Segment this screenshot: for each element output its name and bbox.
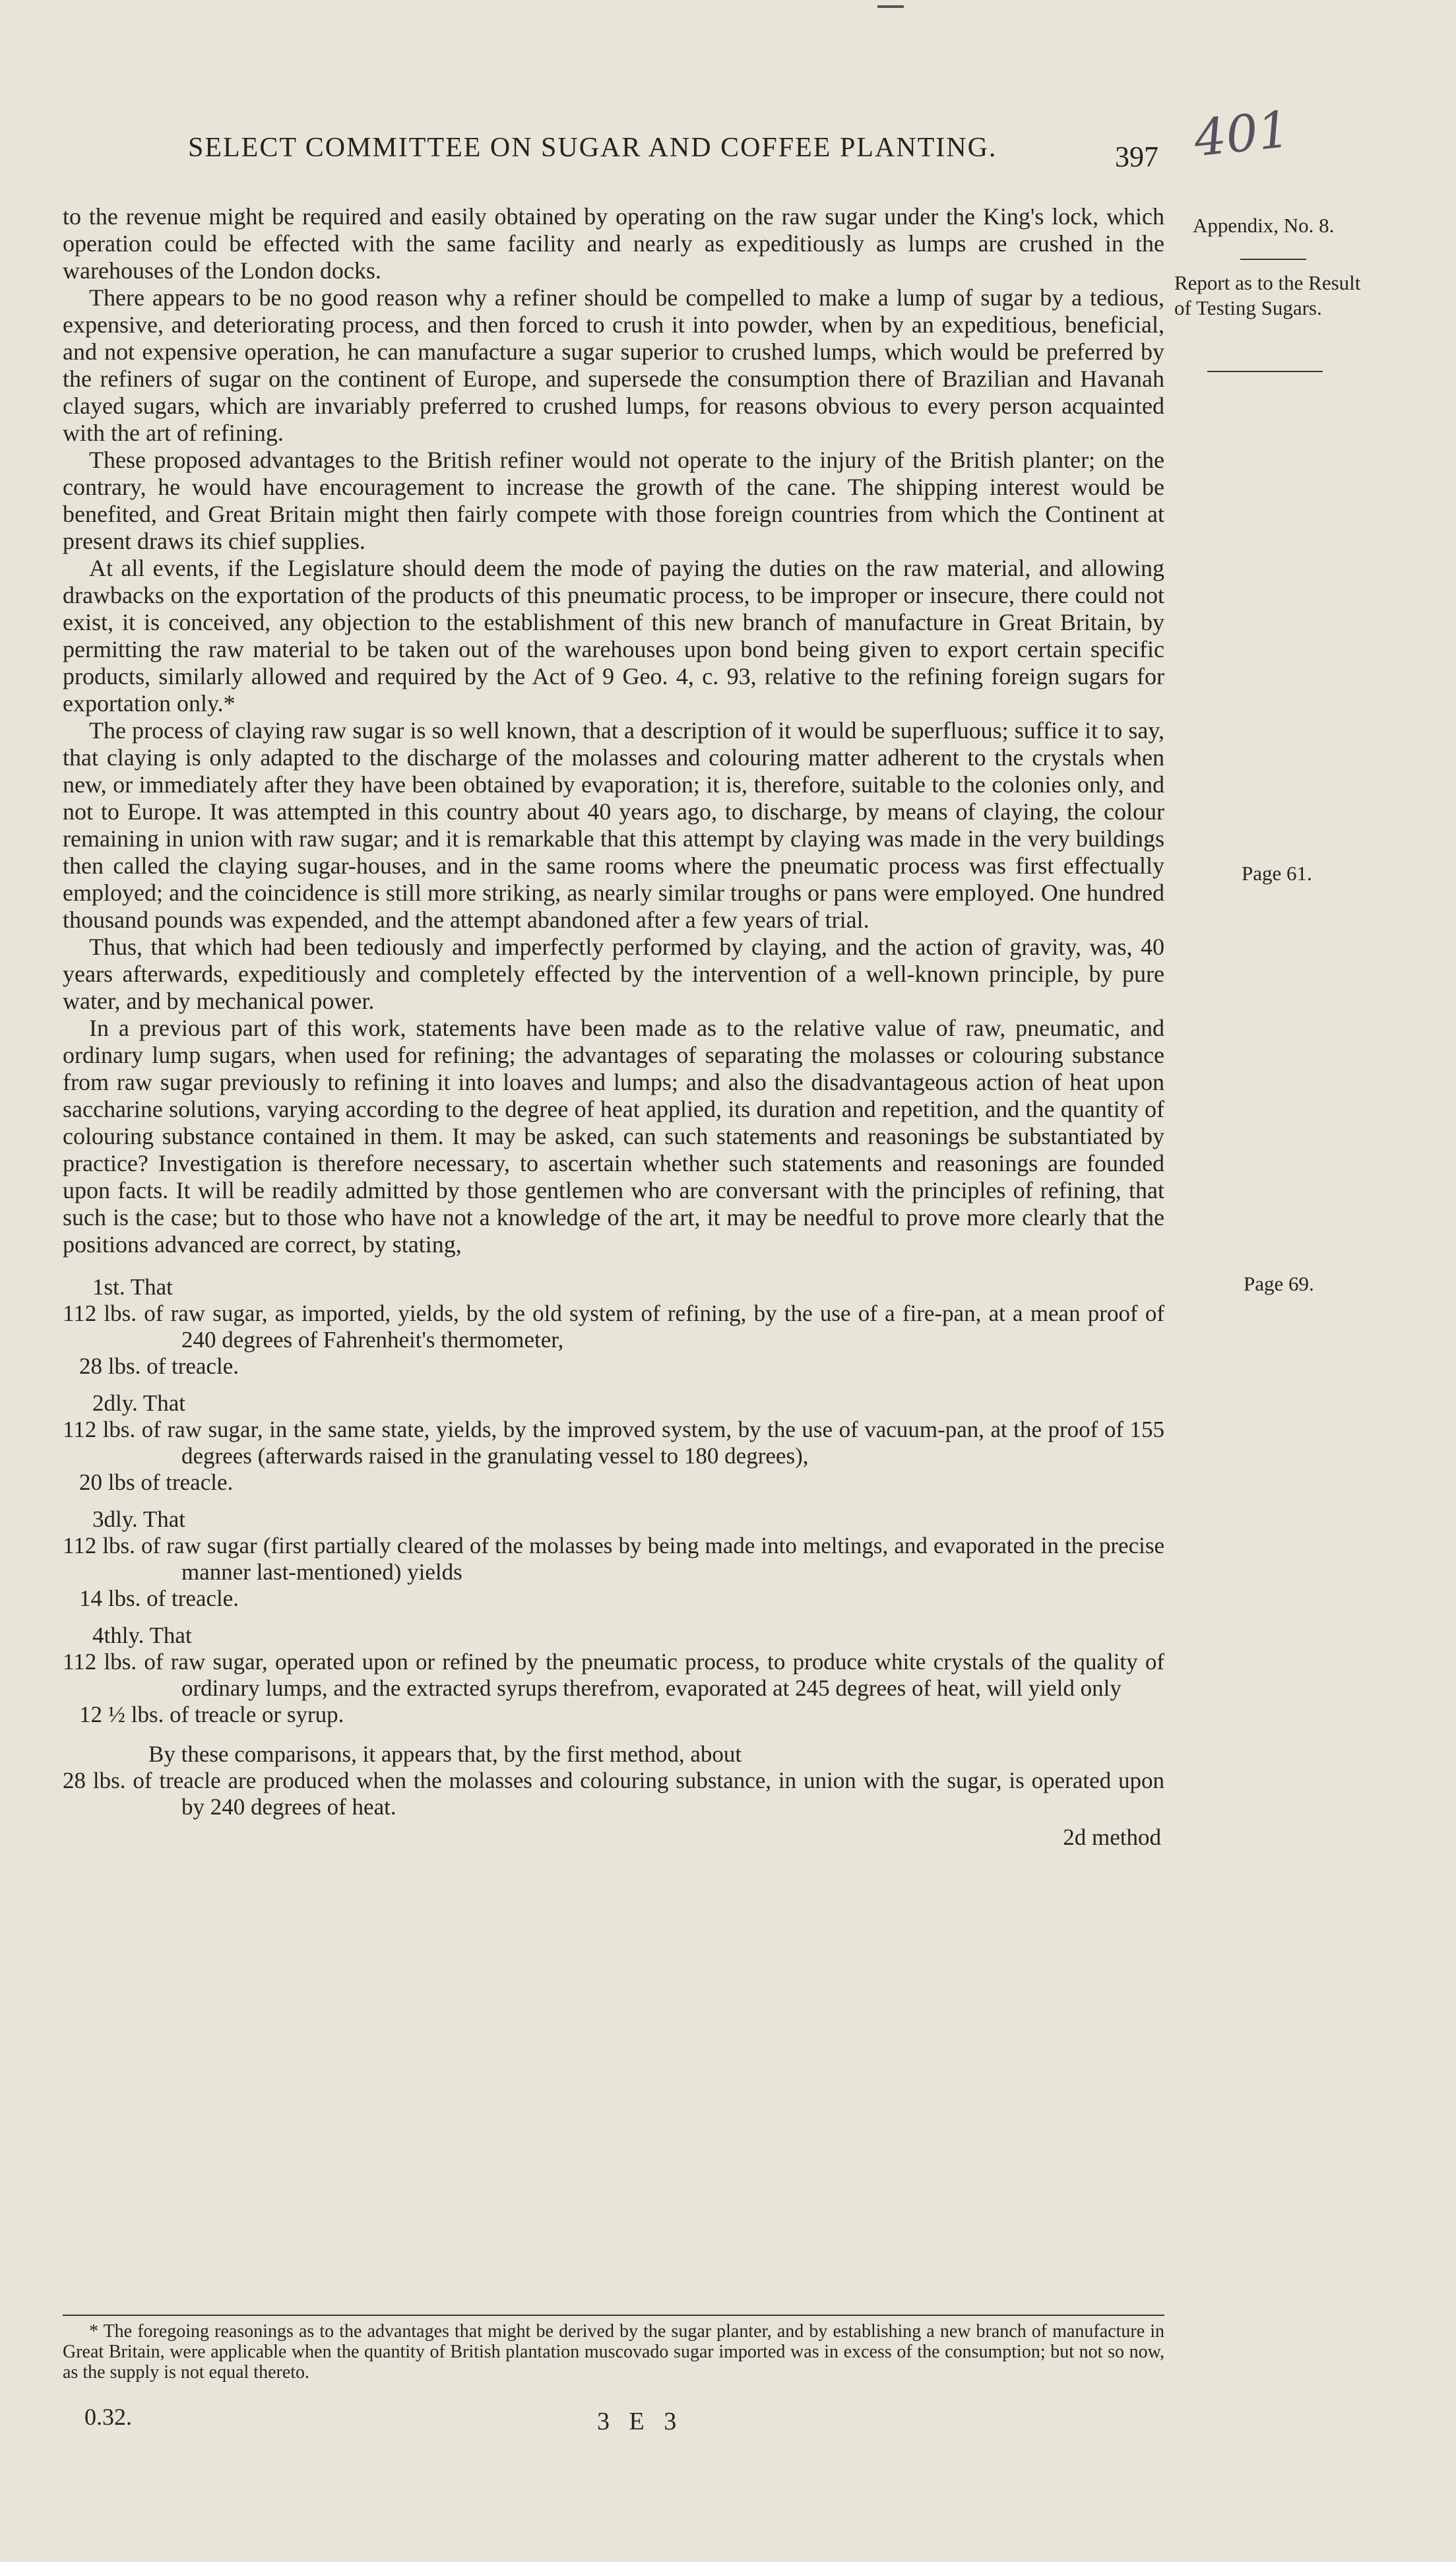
- margin-rule-long: [1207, 371, 1323, 372]
- catchword: 2d method: [1063, 1824, 1161, 1850]
- main-text: [63, 203, 1164, 1851]
- handwritten-page-number: 401: [1191, 99, 1293, 168]
- page-number: 397: [1115, 141, 1158, 173]
- statement-line: 112 lbs. of raw sugar, as imported, yields, by the old system of refining, by the use of a fire-pan, at a mean proof of 240 degrees of Fahrenheit's thermometer,: [63, 1300, 1164, 1353]
- margin-rule-short: [1240, 259, 1306, 260]
- statement-result: 12 ½ lbs. of treacle or syrup.: [79, 1702, 344, 1727]
- running-header: SELECT COMMITTEE ON SUGAR AND COFFEE PLANTING.: [188, 133, 997, 163]
- statement-heading: 1st. That: [92, 1274, 173, 1300]
- paragraph-2: There appears to be no good reason why a refiner should be compelled to make a lump of sugar by a tedious, expensive, and deteriorating process, and then forced to crush it into powder, when by an expeditious, beneficial, and not expensive operation, he can manufacture a sugar superior to crushed lumps, which would be preferred by the refiners of sugar on the continent of Europe, and supersede the consumption there of Brazilian and Havanah clayed sugars, which are invariably preferred to crushed lumps, for reasons obvious to every person acquainted with the art of refining.: [63, 284, 1164, 446]
- margin-page-ref-61: Page 61.: [1242, 862, 1312, 885]
- statement-heading: 3dly. That: [92, 1506, 185, 1532]
- closing-line: 28 lbs. of treacle are produced when the molasses and colouring substance, in union with the sugar, is operated upon by 240 degrees of heat.: [63, 1768, 1164, 1820]
- statement-heading: 4thly. That: [92, 1622, 192, 1648]
- statement-line: 112 lbs. of raw sugar, in the same state, yields, by the improved system, by the use of vacuum-pan, at the proof of 155 degrees (afterwards raised in the granulating vessel to 180 degrees),: [63, 1417, 1164, 1469]
- paragraph-3: These proposed advantages to the British refiner would not operate to the injury of the British planter; on the contrary, he would have encouragement to increase the growth of the cane. The shipping interest would be benefited, and Great Britain might then fairly compete with those foreign countries from which the Continent at present draws its chief supplies.: [63, 447, 1164, 554]
- statement-result: 20 lbs of treacle.: [79, 1469, 234, 1495]
- margin-page-ref-69: Page 69.: [1244, 1272, 1314, 1295]
- footer-sheet-number: 0.32.: [84, 2404, 132, 2430]
- closing-comparison: [63, 1741, 1164, 1851]
- paragraph-7: In a previous part of this work, statements have been made as to the relative value of raw, pneumatic, and ordinary lump sugars, when used for refining; the advantages of separating the molasses or colouring substance from raw sugar previously to refining it into loaves and lumps; and also the disadvantageous action of heat upon saccharine solutions, varying according to the degree of heat applied, its duration and repetition, and the quantity of colouring substance contained in them. It may be asked, can such statements and reasonings be substantiated by practice? Investigation is therefore necessary, to ascertain whether such statements and reasonings are founded upon facts. It will be readily admitted by those gentlemen who are conversant with the principles of refining, that such is the case; but to those who have not a knowledge of the art, it may be needful to prove more clearly that the positions advanced are correct, by stating,: [63, 1015, 1164, 1258]
- statement-result: 28 lbs. of treacle.: [79, 1353, 239, 1379]
- top-mark: [877, 5, 904, 8]
- statement-list: [63, 1274, 1164, 1728]
- paragraph-6: Thus, that which had been tediously and imperfectly performed by claying, and the action of gravity, was, 40 years afterwards, expeditiously and completely effected by the intervention of a well-known principle, by pure water, and by mechanical power.: [63, 934, 1164, 1014]
- paragraph-4: At all events, if the Legislature should deem the mode of paying the duties on the raw material, and allowing drawbacks on the exportation of the products of this pneumatic process, to be improper or insecure, there could not exist, it is conceived, any objection to the establishment of this new branch of manufacture in Great Britain, by permitting the raw material to be taken out of the warehouses upon bond being given to export certain specific products, similarly allowed and required by the Act of 9 Geo. 4, c. 93, relative to the refining foreign sugars for exportation only.*: [63, 555, 1164, 717]
- footnote: * The foregoing reasonings as to the advantages that might be derived by the sugar planter, and by establishing a new branch of manufacture in Great Britain, were applicable when the quantity of British plantation muscovado sugar imported was in excess of the consumption; but not so now, as the supply is not equal thereto.: [63, 2321, 1164, 2383]
- statement-line: 112 lbs. of raw sugar (first partially cleared of the molasses by being made into meltings, and evaporated in the precise manner last-mentioned) yields: [63, 1533, 1164, 1585]
- paragraph-1: to the revenue might be required and easily obtained by operating on the raw sugar under the King's lock, which operation could be effected with the same facility and nearly as expeditiously as lumps are crushed in the warehouses of the London docks.: [63, 203, 1164, 284]
- statement-heading: 2dly. That: [92, 1390, 185, 1416]
- paragraph-5: The process of claying raw sugar is so well known, that a description of it would be superfluous; suffice it to say, that claying is only adapted to the discharge of the molasses and colouring matter adherent to the crystals when new, or immediately after they have been obtained by evaporation; it is, therefore, suitable to the colonies only, and not to Europe. It was attempted in this country about 40 years ago, to discharge, by means of claying, the colour remaining in union with raw sugar; and it is remarkable that this attempt by claying was made in the very buildings then called the claying sugar-houses, and in the same rooms where the pneumatic process was first effectually employed; and the coincidence is still more striking, as nearly similar troughs or pans were employed. One hundred thousand pounds was expended, and the attempt abandoned after a few years of trial.: [63, 717, 1164, 933]
- margin-appendix: Appendix, No. 8.: [1193, 214, 1335, 237]
- statement-result: 14 lbs. of treacle.: [79, 1585, 239, 1611]
- footnote-rule: [63, 2315, 1164, 2316]
- footer-signature-mark: 3 E 3: [597, 2408, 683, 2435]
- margin-report-title: Report as to the Result of Testing Sugars.: [1174, 271, 1361, 319]
- statement-line: 112 lbs. of raw sugar, operated upon or refined by the pneumatic process, to produce white crystals of the quality of ordinary lumps, and the extracted syrups therefrom, evaporated at 245 degrees of heat, will yield only: [63, 1649, 1164, 1701]
- closing-intro: By these comparisons, it appears that, by the first method, about: [148, 1741, 742, 1767]
